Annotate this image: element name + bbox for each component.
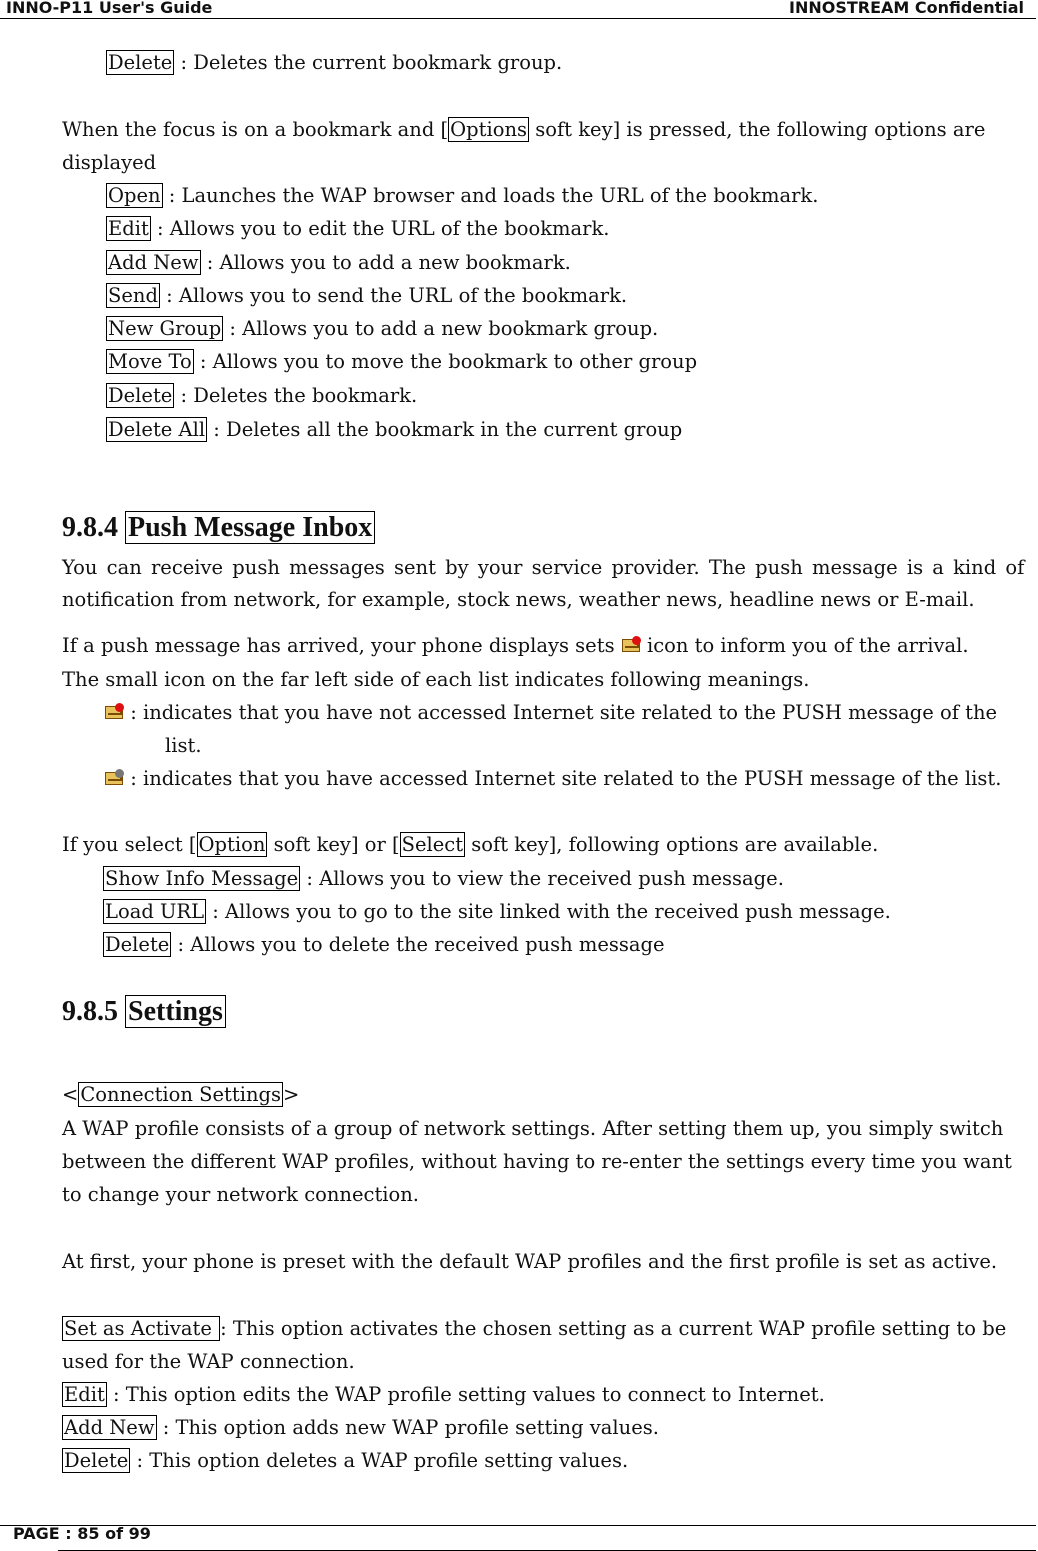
option-desc: : Deletes all the bookmark in the current group	[207, 418, 683, 441]
option-desc: : Allows you to move the bookmark to other group	[193, 350, 698, 373]
option-line	[103, 931, 665, 959]
option-key: Show Info Message	[105, 867, 299, 890]
option-line	[106, 315, 658, 343]
section-title: Settings	[125, 995, 226, 1028]
option-desc: : This option deletes a WAP profile setting values.	[130, 1449, 629, 1472]
option-line	[62, 1447, 628, 1475]
page-footer	[0, 1524, 1036, 1543]
option-line	[106, 416, 682, 444]
paragraph-line: At first, your phone is preset with the default WAP profiles and the first profile is set as active.	[62, 1250, 998, 1273]
option-line	[106, 215, 609, 243]
section-number: 9.8.4	[62, 512, 125, 543]
option-key: Edit	[108, 217, 149, 240]
option-key: Move To	[108, 350, 192, 373]
text: >	[283, 1083, 300, 1106]
option-key: Delete	[108, 384, 173, 407]
header-confidential: INNOSTREAM Confidential	[789, 0, 1024, 17]
option-desc: : Deletes the bookmark.	[174, 384, 418, 407]
option-desc: : Deletes the current bookmark group.	[174, 51, 563, 74]
option-desc: : Allows you to go to the site linked with the received push message.	[206, 900, 891, 923]
page-header	[0, 0, 1036, 19]
read-push-icon	[104, 769, 124, 788]
list-item-cont: list.	[165, 734, 202, 757]
option-desc: : Allows you to delete the received push message	[171, 933, 665, 956]
option-desc: : Allows you to add a new bookmark group.	[223, 317, 659, 340]
list-item	[104, 765, 1001, 793]
option-desc: : Launches the WAP browser and loads the URL of the bookmark.	[162, 184, 819, 207]
push-message-icon	[621, 636, 641, 655]
paragraph-line: displayed	[62, 151, 157, 174]
text: If a push message has arrived, your phone displays sets	[62, 634, 621, 657]
option-line	[103, 898, 891, 926]
option-key: Add New	[64, 1416, 155, 1439]
option-key: Send	[108, 284, 158, 307]
list-item	[104, 699, 997, 727]
option-key: Delete All	[108, 418, 206, 441]
section-heading	[62, 994, 226, 1030]
option-key: Open	[108, 184, 161, 207]
paragraph-line: A WAP profile consists of a group of network settings. After setting them up, you simply switch	[62, 1117, 1004, 1140]
option-key: Load URL	[105, 900, 205, 923]
option-desc: : This option adds new WAP profile setting values.	[156, 1416, 659, 1439]
option-key: Add New	[108, 251, 199, 274]
paragraph-line: to change your network connection.	[62, 1183, 420, 1206]
header-doc-title: INNO-P11 User's Guide	[6, 0, 213, 17]
option-key: Connection Settings	[80, 1083, 282, 1106]
paragraph-line	[62, 831, 878, 859]
option-key: Delete	[64, 1449, 129, 1472]
option-desc: : Allows you to send the URL of the bookmark.	[159, 284, 628, 307]
paragraph-line: You can receive push messages sent by your service provider. The push message is a kind of	[62, 556, 1025, 579]
option-line	[103, 865, 784, 893]
option-key: New Group	[108, 317, 222, 340]
text: If you select [	[62, 833, 197, 856]
paragraph-line: between the different WAP profiles, without having to re-enter the settings every time you want	[62, 1150, 1012, 1173]
option-line	[106, 49, 562, 77]
paragraph-line	[62, 632, 969, 660]
option-line	[106, 282, 627, 310]
subheading	[62, 1081, 299, 1109]
option-line	[106, 348, 697, 376]
option-key: Delete	[105, 933, 170, 956]
paragraph-line: used for the WAP connection.	[62, 1350, 355, 1373]
paragraph-line	[62, 116, 985, 144]
text: : indicates that you have accessed Internet site related to the PUSH message of the list.	[124, 767, 1002, 790]
option-line	[62, 1414, 659, 1442]
page-number: PAGE : 85 of 99	[13, 1524, 151, 1543]
option-key: Select	[401, 833, 464, 856]
option-key: Set as Activate	[64, 1317, 219, 1340]
paragraph-line: notification from network, for example, stock news, weather news, headline news or E-mail.	[62, 588, 975, 611]
unread-push-icon	[104, 703, 124, 722]
option-key: Option	[198, 833, 266, 856]
option-desc: : This option activates the chosen setting as a current WAP profile setting to be	[220, 1317, 1007, 1340]
option-desc: : Allows you to view the received push message.	[300, 867, 784, 890]
section-title: Push Message Inbox	[125, 511, 375, 544]
text: When the focus is on a bookmark and [	[62, 118, 449, 141]
text: soft key] is pressed, the following options are	[529, 118, 986, 141]
option-key: Options	[450, 118, 528, 141]
text: icon to inform you of the arrival.	[640, 634, 969, 657]
option-key: Edit	[64, 1383, 105, 1406]
paragraph-line: The small icon on the far left side of each list indicates following meanings.	[62, 668, 810, 691]
option-desc: : This option edits the WAP profile setting values to connect to Internet.	[106, 1383, 825, 1406]
text: soft key], following options are available.	[465, 833, 879, 856]
option-desc: : Allows you to edit the URL of the bookmark.	[150, 217, 610, 240]
text: <	[62, 1083, 79, 1106]
option-line	[106, 249, 571, 277]
text: soft key] or [	[267, 833, 400, 856]
option-line	[62, 1381, 825, 1409]
section-number: 9.8.5	[62, 996, 125, 1027]
option-line	[106, 382, 417, 410]
text: : indicates that you have not accessed Internet site related to the PUSH message of the	[124, 701, 998, 724]
option-desc: : Allows you to add a new bookmark.	[200, 251, 571, 274]
section-heading	[62, 510, 375, 546]
option-line	[106, 182, 818, 210]
option-line	[62, 1315, 1006, 1343]
option-key: Delete	[108, 51, 173, 74]
